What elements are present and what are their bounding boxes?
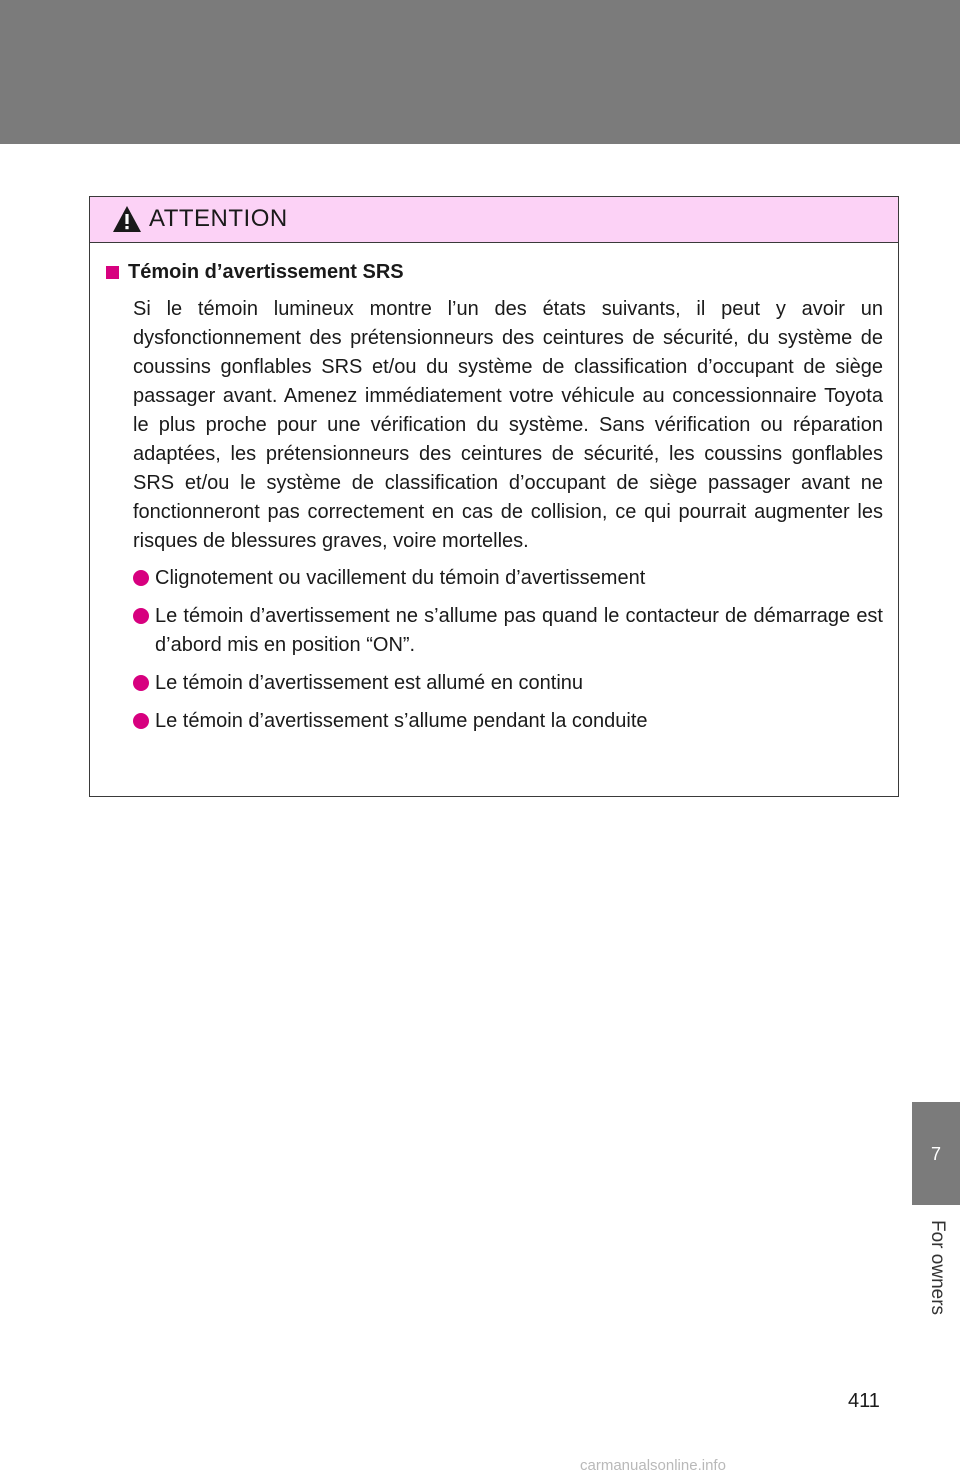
attention-title: ATTENTION	[149, 205, 288, 232]
section-heading-text: Témoin d’avertissement SRS	[128, 261, 404, 283]
warning-triangle-icon	[112, 205, 142, 233]
list-item-text: Le témoin d’avertissement est allumé en continu	[155, 672, 584, 694]
list-item-text: Clignotement ou vacillement du témoin d’avertissement	[155, 567, 646, 589]
list-item	[133, 669, 883, 698]
list-item	[133, 707, 883, 736]
attention-box	[89, 196, 899, 797]
top-header-band	[0, 0, 960, 144]
round-bullet-icon	[133, 570, 149, 586]
warning-paragraph: Si le témoin lumineux montre l’un des états suivants, il peut y avoir un dysfonctionnement des prétensionneurs des ceintures de sécurité, du système de coussins gonflables SRS et/ou du système de classification d’occupant de siège passager avant. Amenez immédiatement votre véhicule au concessionnaire Toyota le plus proche pour une vérification du système. Sans vérification ou réparation adaptées, les prétensionneurs des ceintures de sécurité, les coussins gonflables SRS et/ou le système de classification d’occupant de siège passager avant ne fonctionneront pas correctement en cas de collision, ce qui pourrait augmenter les risques de blessures graves, voire mortelles.	[133, 298, 883, 552]
square-bullet-icon	[106, 266, 119, 279]
round-bullet-icon	[133, 675, 149, 691]
watermark: carmanualsonline.info	[580, 1457, 726, 1474]
page-number: 411	[848, 1390, 880, 1412]
attention-header	[90, 197, 898, 243]
round-bullet-icon	[133, 713, 149, 729]
chapter-tab	[912, 1102, 960, 1205]
chapter-number: 7	[930, 1144, 941, 1164]
section-heading	[106, 258, 883, 287]
list-item	[133, 564, 883, 593]
round-bullet-icon	[133, 608, 149, 624]
attention-body	[90, 243, 898, 736]
chapter-label-text: For owners	[927, 1220, 948, 1316]
chapter-label	[920, 1220, 954, 1340]
list-item-text: Le témoin d’avertissement ne s’allume pas quand le contacteur de démarrage est d’abord mis en position “ON”.	[155, 605, 883, 656]
list-item-text: Le témoin d’avertissement s’allume pendant la conduite	[155, 710, 648, 732]
list-item	[133, 602, 883, 660]
